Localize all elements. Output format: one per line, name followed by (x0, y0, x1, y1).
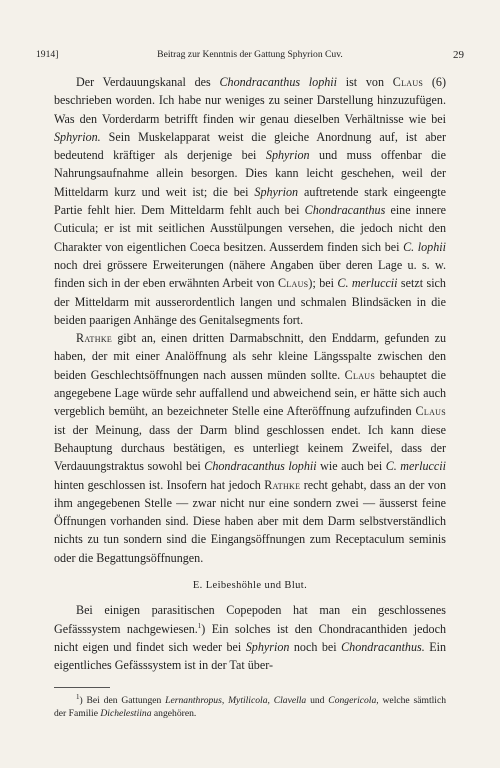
footnote: $^1$) Bei den Gattungen Lernanthropus, Mytilicola, Clavella und Congericola, welche sämtlich der Familie Dichelestiina angehören. (54, 692, 447, 719)
page-body (54, 73, 446, 721)
paragraph-digestive-canal: Der Verdauungskanal des Chondracanthus lophii ist von Claus (6) beschrieben worden. Ich habe nur weniges zu seiner Darstellung hinzuzufügen. Was den Vorderdarm betrifft finden wir genau dieselben Verhältnisse wie bei Sphyrion. Sein Muskelapparat weist die gleiche Anordnung auf, ist aber bedeutend kräftiger als derjenige bei Sphyrion und muss offenbar die Nahrungsaufnahme allein besorgen. Dies kann leicht geschehen, weil der Mitteldarm kurz und weit ist; die bei Sphyrion auftretende stark eingeengte Partie fehlt hier. Dem Mitteldarm fehlt auch bei Chondracanthus eine innere Cuticula; er ist mit seitlichen Ausstülpungen versehen, die jedoch nicht den Charakter von eigentlichen Coeca besitzen. Ausserdem finden sich bei C. lophii noch drei grössere Erweiterungen (nähere Angaben über deren Lage u. s. w. finden sich in der eben erwähnten Arbeit von Claus); bei C. merluccii setzt sich der Mitteldarm mit ausserordentlich langen und schmalen Blindsäcken in die beiden paarigen Anhänge des Genitalsegments fort. (54, 75, 446, 327)
paragraph-vascular-system: Bei einigen parasitischen Copepoden hat man ein geschlossenes Gefässsystem nachgewiesen.$^1$) Ein solches ist den Chondracanthiden jedoch nicht eigen und findet sich weder bei Sphyrion noch bei Chondracanthus. Ein eigentliches Gefässsystem ist in der Tat über- (54, 603, 447, 673)
running-header (36, 49, 464, 63)
header-title: Beitrag zur Kenntnis der Gattung Sphyrion Cuv. (157, 49, 343, 60)
footnote-divider (54, 687, 110, 688)
header-year: 1914] (36, 49, 59, 60)
footnote-ref[interactable]: 1 (197, 621, 202, 630)
paragraph-hindgut: Rathke gibt an, einen dritten Darmabschnitt, den Enddarm, gefunden zu haben, der mit einer Analöffnung als sehr kleine Längsspalte zwischen den beiden Geschlechtsöffnungen nach aussen münden sollte. Claus behauptet die angegebene Lage würde sehr auffallend und abweichend sein, er hätte sich auch vergeblich bemüht, an bezeichneter Stelle eine Afteröffnung aufzufinden Claus ist der Meinung, dass der Darm blind geschlossen endet. Ich kann diese Behauptung durchaus bestätigen, es unterliegt keinem Zweifel, dass der Verdauungstraktus sowohl bei Chondracanthus lophii wie auch bei C. merluccii hinten geschlossen ist. Insofern hat jedoch Rathke recht gehabt, dass an der von ihm angegebenen Stelle — zwar nicht nur eine sondern zwei — äusserst feine Öffnungen vorhanden sind. Diese haben aber mit dem Darm selbstverständlich nichts zu tun sondern sind die Eingangsöffnungen zum Receptaculum seminis oder die Begattungsöffnungen. (54, 331, 446, 565)
page-number: 29 (453, 49, 464, 61)
section-heading: E. Leibeshöhle und Blut. (192, 580, 308, 592)
